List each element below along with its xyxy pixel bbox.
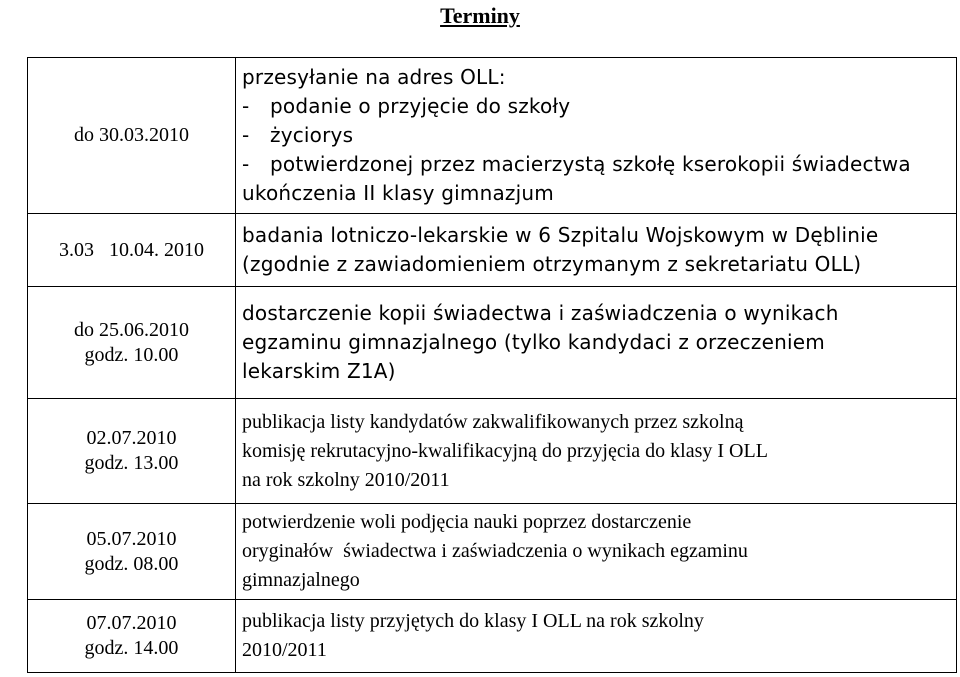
table-row (28, 504, 957, 600)
list-item-text: podanie o przyjęcie do szkoły (270, 94, 571, 118)
description-line: 2010/2011 (242, 639, 327, 661)
dash-bullet: - (242, 123, 250, 147)
description-line: publikacja listy kandydatów zakwalifikowanych przez szkolną (242, 410, 744, 433)
date-cell (28, 600, 236, 673)
description-line: dostarczenie kopii świadectwa i zaświadczenia o wynikach (242, 301, 839, 325)
dash-bullet: - (242, 152, 250, 176)
table-row (28, 287, 957, 399)
date-cell (28, 58, 236, 214)
date-cell (28, 399, 236, 504)
date-text: do 25.06.2010 (74, 318, 189, 341)
description-line: potwierdzenie woli podjęcia nauki poprzez dostarczenie (242, 511, 692, 533)
description-cell (236, 504, 957, 600)
description-line: oryginałów świadectwa i zaświadczenia o wynikach egzaminu (242, 540, 748, 562)
page-title: Terminy (440, 3, 520, 28)
time-text: godz. 08.00 (84, 552, 179, 575)
description-cell (236, 399, 957, 504)
list-item (242, 150, 950, 179)
description-line: (zgodnie z zawiadomieniem otrzymanym z sekretariatu OLL) (242, 252, 862, 276)
date-text: do 30.03.2010 (74, 124, 189, 146)
time-text: godz. 13.00 (84, 452, 179, 474)
list-item-text: potwierdzonej przez macierzystą szkołę kserokopii świadectwa (270, 152, 911, 176)
date-text: 02.07.2010 (86, 427, 177, 449)
description-intro: przesyłanie na adres OLL: (242, 65, 506, 89)
date-cell (28, 287, 236, 399)
date-cell (28, 214, 236, 287)
list-item (242, 121, 950, 150)
description-line: na rok szkolny 2010/2011 (242, 468, 450, 491)
description-line: komisję rekrutacyjno-kwalifikacyjną do przyjęcia do klasy I OLL (242, 439, 768, 462)
description-line: egzaminu gimnazjalnego (tylko kandydaci z orzeczeniem (242, 330, 825, 354)
dash-bullet: - (242, 94, 250, 118)
date-text: 07.07.2010 (86, 612, 177, 634)
schedule-table (27, 57, 957, 673)
date-cell (28, 504, 236, 600)
table-row (28, 399, 957, 504)
description-cell (236, 287, 957, 399)
description-cell (236, 58, 957, 214)
time-text: godz. 10.00 (84, 343, 179, 366)
description-line: publikacja listy przyjętych do klasy I OLL na rok szkolny (242, 610, 704, 632)
date-text: 05.07.2010 (86, 527, 177, 550)
date-text: 3.03 10.04. 2010 (59, 238, 204, 261)
description-line: lekarskim Z1A) (242, 359, 396, 383)
time-text: godz. 14.00 (84, 637, 179, 659)
list-item (242, 92, 950, 121)
description-line: gimnazjalnego (242, 569, 360, 591)
description-cell (236, 214, 957, 287)
description-line: badania lotniczo-lekarskie w 6 Szpitalu Wojskowym w Dęblinie (242, 223, 879, 247)
description-cell (236, 600, 957, 673)
table-row (28, 600, 957, 673)
list-item-text: życiorys (270, 123, 354, 147)
list-item-continuation: ukończenia II klasy gimnazjum (242, 181, 554, 205)
table-row (28, 214, 957, 287)
table-row (28, 58, 957, 214)
